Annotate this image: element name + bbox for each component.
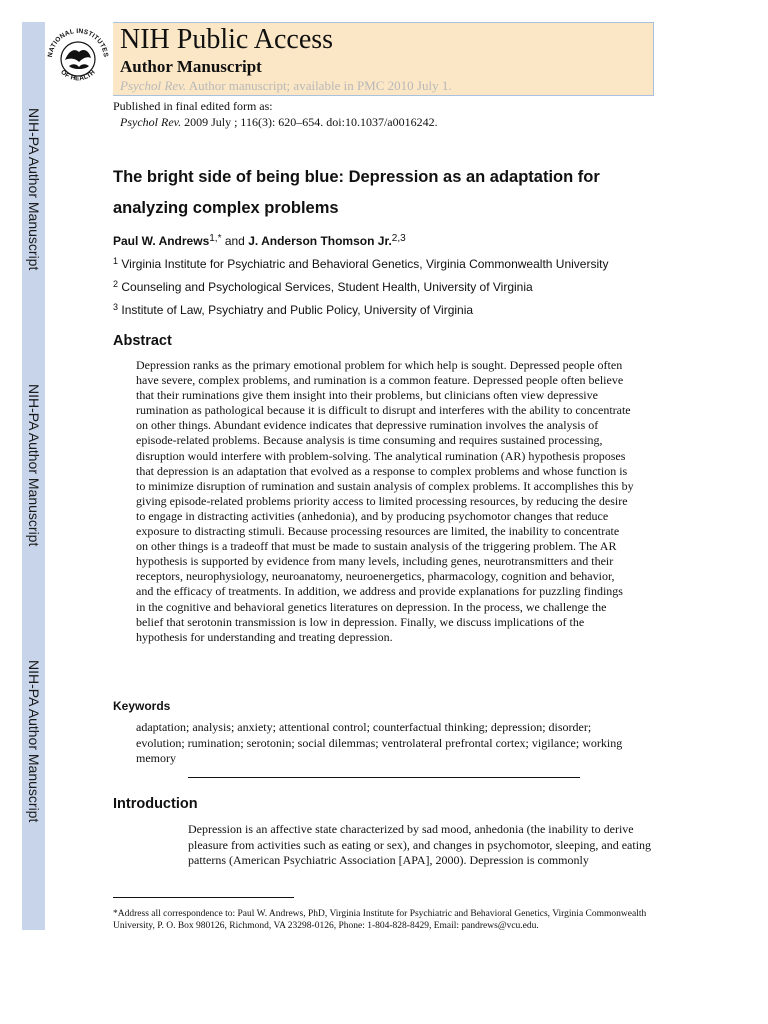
section-divider: [188, 777, 580, 778]
abstract-heading: Abstract: [113, 333, 172, 349]
affiliation-1: [113, 257, 608, 271]
keywords-body: adaptation; analysis; anxiety; attentional control; counterfactual thinking; depression; disorder; evolution; rumination; serotonin; social dilemmas; ventrolateral prefrontal cortex; vigilance; working memory: [136, 720, 623, 765]
author-line: [113, 234, 406, 248]
introduction-heading: Introduction: [113, 796, 198, 812]
author-2: J. Anderson Thomson Jr.: [248, 234, 392, 248]
logo-text-bottom: OF HEALTH: [59, 68, 97, 83]
published-label: Published in final edited form as:: [113, 99, 273, 113]
affiliation-1-num: 1: [113, 256, 119, 266]
logo-text-top: NATIONAL INSTITUTES: [46, 27, 109, 58]
author-conjunction: and: [224, 234, 245, 248]
author-1-affil: 1,*: [209, 233, 222, 244]
affiliation-1-text: Virginia Institute for Psychiatric and Behavioral Genetics, Virginia Commonwealth University: [121, 257, 609, 271]
affiliation-2: [113, 280, 533, 294]
author-manuscript-label: Author Manuscript: [120, 57, 262, 76]
author-1: Paul W. Andrews: [113, 234, 210, 248]
header-journal: Psychol Rev.: [120, 78, 187, 93]
affiliation-3-num: 3: [113, 302, 119, 312]
affiliation-3-text: Institute of Law, Psychiatry and Public Policy, University of Virginia: [121, 303, 474, 317]
nih-public-access-title: NIH Public Access: [120, 24, 334, 55]
nih-logo-icon: [43, 22, 113, 92]
availability-line: [120, 78, 452, 94]
header-divider: [113, 95, 654, 96]
keywords-heading: Keywords: [113, 699, 171, 713]
affiliation-2-num: 2: [113, 279, 119, 289]
paper-title: The bright side of being blue: Depression as an adaptation for analyzing complex problems: [113, 168, 600, 217]
correspondence-footnote: *Address all correspondence to: Paul W. Andrews, PhD, Virginia Institute for Psychiatric and Behavioral Genetics, Virginia Commonwealth University, P. O. Box 980126, Richmond, VA 23298-0126, Phone: 1-804-828-8429, Email: pandrews@vcu.edu.: [113, 909, 647, 931]
nih-sidebar: [22, 22, 45, 930]
publication-journal: Psychol Rev.: [120, 115, 182, 129]
author-2-affil: 2,3: [391, 233, 406, 244]
sidebar-label-middle: NIH-PA Author Manuscript: [26, 384, 42, 547]
abstract-body: Depression ranks as the primary emotional problem for which help is sought. Depressed people often have severe, complex problems, and rumination is a common feature. Depressed people often believe that their ruminations give them insight into their problems, but clinicians often view depressive rumination as pathological because it is difficult to disrupt and interferes with the ability to concentrate on other things. Abundant evidence indicates that depressive rumination involves the analysis of episode-related problems. Because analysis is time consuming and requires sustained processing, disruption would interfere with problem-solving. The analytical rumination (AR) hypothesis proposes that depression is an adaptation that evolved as a response to complex problems and whose function is to minimize disruption of rumination and sustain analysis of complex problems. It accomplishes this by giving episode-related problems priority access to limited processing resources, by reducing the desire to engage in distracting activities (anhedonia), and by producing psychomotor changes that reduce exposure to distracting stimuli. Because processing resources are limited, the inability to concentrate on other things is a tradeoff that must be made to sustain analysis of the triggering problem. The AR hypothesis is supported by evidence from many levels, including genes, neurotransmitters and their receptors, neurophysiology, neuroanatomy, neuroenergetics, pharmacology, cognition and behavior, and the efficacy of treatments. In addition, we address and provide explanations for puzzling findings in the cognitive and behavioral genetics literatures on depression. In the process, we challenge the belief that serotonin transmission is low in depression. Finally, we discuss implications of the hypothesis for understanding and treating depression.: [136, 358, 634, 644]
header-banner: [113, 22, 654, 95]
publication-citation-text: 2009 July ; 116(3): 620–654. doi:10.1037/a0016242.: [184, 115, 438, 129]
affiliation-2-text: Counseling and Psychological Services, Student Health, University of Virginia: [121, 280, 533, 294]
affiliation-3: [113, 303, 473, 317]
availability-text: Author manuscript; available in PMC 2010 July 1.: [188, 78, 452, 93]
sidebar-label-bottom: NIH-PA Author Manuscript: [26, 660, 42, 823]
sidebar-label-top: NIH-PA Author Manuscript: [26, 108, 42, 271]
introduction-body: Depression is an affective state characterized by sad mood, anhedonia (the inability to derive pleasure from activities such as eating or sex), and changes in psychomotor, sleeping, and eating patterns (American Psychiatric Association [APA], 2000). Depression is commonly: [188, 822, 652, 867]
publication-info: [113, 98, 438, 130]
footnote-divider: [113, 897, 294, 898]
publication-citation: [113, 114, 438, 130]
